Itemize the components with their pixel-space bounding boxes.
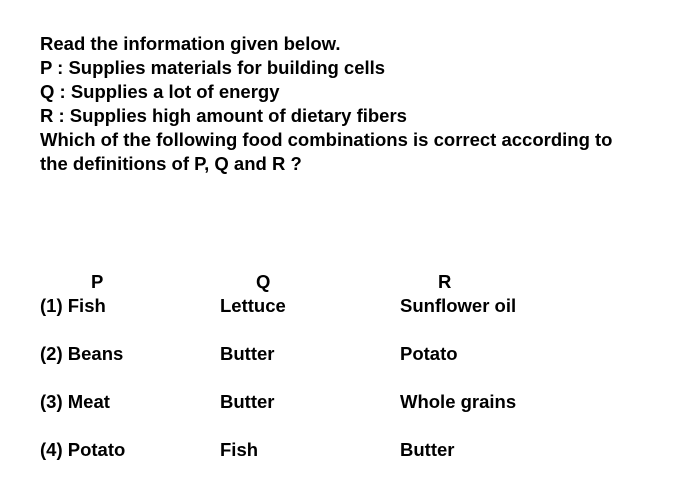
option-3-r: Whole grains [400,391,517,412]
option-3-q: Butter [220,391,275,412]
option-3-p: (3) Meat [40,391,110,412]
answer-options-table [40,270,680,486]
option-2-q: Butter [220,343,275,364]
option-4-p: (4) Potato [40,439,126,460]
option-row-4 [40,438,680,486]
option-2-r: Potato [400,343,458,364]
option-1-r: Sunflower oil [400,295,517,316]
option-4-q: Fish [220,439,259,460]
definition-q: Q : Supplies a lot of energy [40,81,280,102]
options-header-row [40,270,680,294]
question-intro: Read the information given below. [40,33,341,54]
option-1-q: Lettuce [220,295,286,316]
option-row-2 [40,342,680,390]
option-row-3 [40,390,680,438]
column-header-q: Q [256,271,271,292]
question-text [40,32,680,176]
column-header-p: P [91,271,104,292]
definition-r: R : Supplies high amount of dietary fibers [40,105,407,126]
definition-p: P : Supplies materials for building cells [40,57,386,78]
option-4-r: Butter [400,439,455,460]
option-1-p: (1) Fish [40,295,106,316]
column-header-r: R [438,271,452,292]
question-prompt-line-2: the definitions of P, Q and R ? [40,153,302,174]
question-prompt-line-1: Which of the following food combinations is correct according to [40,129,613,150]
option-2-p: (2) Beans [40,343,124,364]
option-row-1 [40,294,680,342]
